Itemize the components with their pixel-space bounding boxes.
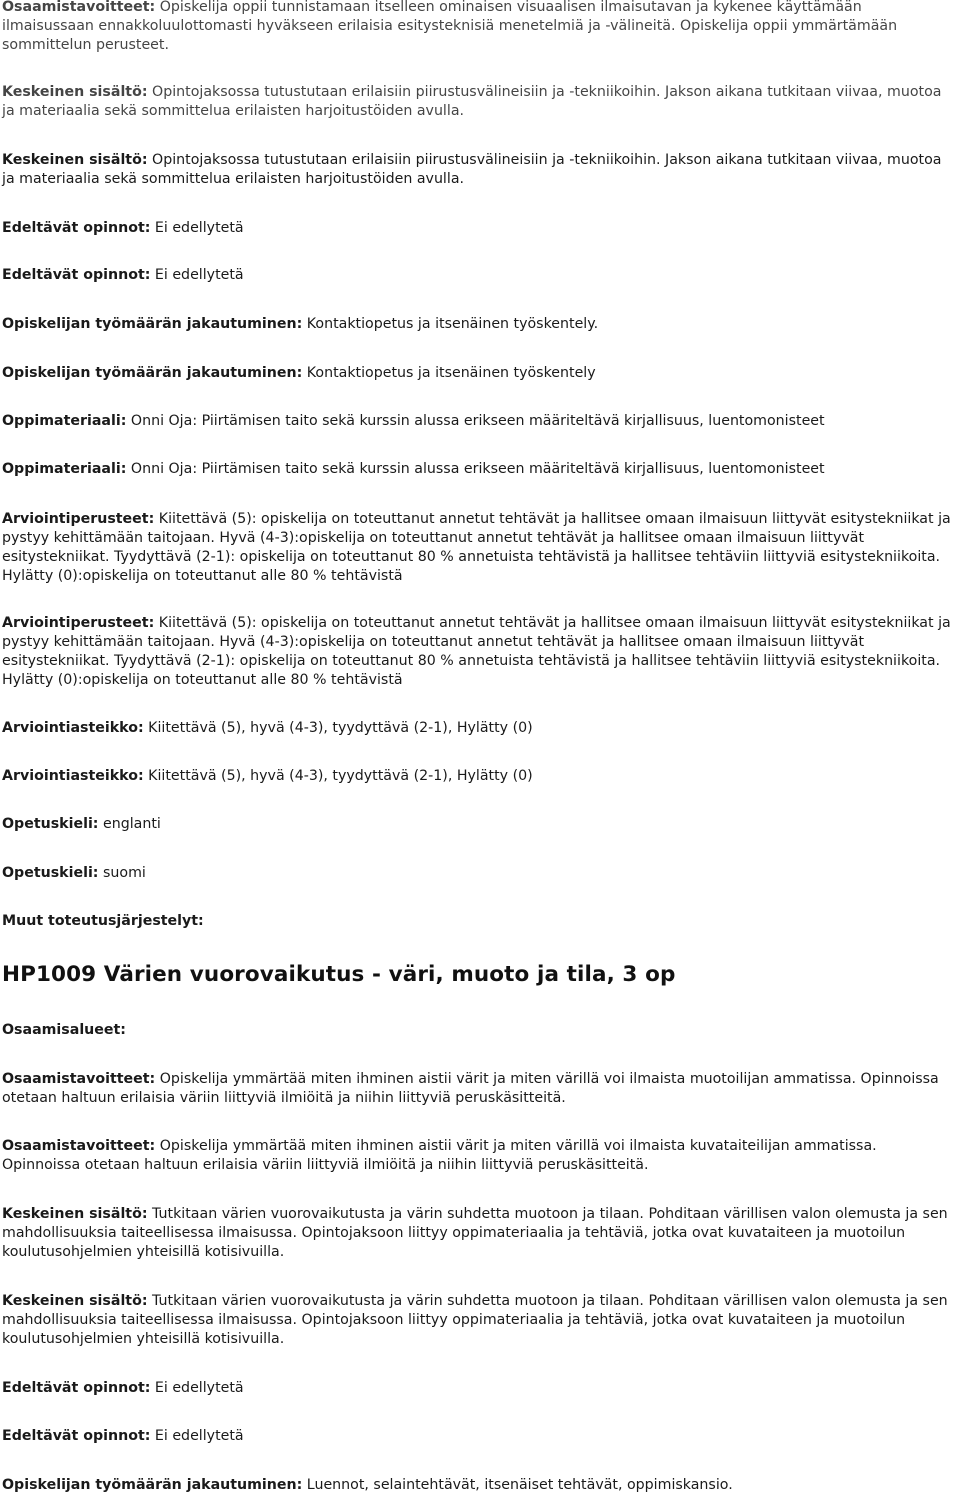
field-text: Opiskelija ymmärtää miten ihminen aistii värit ja miten värillä voi ilmaista muotoilijan ammatissa. Opinnoissa otetaan haltuun erilaisia väriin liittyviä ilmiöitä ja niihin liittyviä peruskäsitteitä. xyxy=(2,1071,939,1106)
field-text: Kiitettävä (5), hyvä (4-3), tyydyttävä (2-1), Hylätty (0) xyxy=(143,720,533,736)
field-text: Kiitettävä (5): opiskelija on toteuttanut annetut tehtävät ja hallitsee omaan ilmaisuun liittyvät esitystekniikat ja pystyy kehittämään taitojaan. Hyvä (4-3):opiskelija on toteuttanut annetut tehtävät ja hallitsee omaan ilmaisuun liittyvät esitystekniikat. Tyydyttävä (2-1): opiskelija on toteuttanut 80 % annetuista tehtävistä ja hallitsee tehtäviin liittyviä esitystekniikoita. Hylätty (0):opiskelija on toteuttanut alle 80 % tehtävistä xyxy=(2,615,951,688)
field-label: Opetuskieli: xyxy=(2,816,99,832)
edeltavat-opinnot-line xyxy=(2,266,952,285)
osaamisalueet-line xyxy=(2,1021,952,1040)
field-label: Oppimateriaali: xyxy=(2,461,127,477)
field-text: Tutkitaan värien vuorovaikutusta ja värin suhdetta muotoon ja tilaan. Pohditaan värillisen valon olemusta ja sen mahdollisuuksia taiteellisessa ilmaisussa. Opintojaksoon liittyy oppimateriaalia ja tehtäviä, jotka ovat kuvataiteen ja muotoilun koulutusohjelmien yhteisillä kotisivuilla. xyxy=(2,1293,948,1347)
tyomaaran-jakautuminen-line xyxy=(2,315,952,334)
osaamistavoitteet-paragraph xyxy=(2,0,952,55)
arviointiasteikko-line xyxy=(2,767,952,786)
field-label: Osaamistavoitteet: xyxy=(2,1138,156,1154)
osaamistavoitteet-paragraph xyxy=(2,1070,952,1108)
field-label: Arviointiperusteet: xyxy=(2,511,155,527)
field-text: Ei edellytetä xyxy=(150,1380,244,1396)
field-text: Onni Oja: Piirtämisen taito sekä kurssin alussa erikseen määriteltävä kirjallisuus, luentomonisteet xyxy=(126,413,825,429)
field-text: Luennot, selaintehtävät, itsenäiset tehtävät, oppimiskansio. xyxy=(302,1477,733,1493)
field-text: englanti xyxy=(98,816,161,832)
field-label: Opiskelijan työmäärän jakautuminen: xyxy=(2,365,303,381)
field-label: Edeltävät opinnot: xyxy=(2,1380,151,1396)
tyomaaran-jakautuminen-line xyxy=(2,1476,952,1495)
field-label: Osaamistavoitteet: xyxy=(2,0,156,15)
field-label: Opetuskieli: xyxy=(2,865,99,881)
arviointiperusteet-paragraph xyxy=(2,510,952,586)
field-label: Keskeinen sisältö: xyxy=(2,152,148,168)
field-label: Opiskelijan työmäärän jakautuminen: xyxy=(2,1477,303,1493)
course-heading: HP1009 Värien vuorovaikutus - väri, muoto ja tila, 3 op xyxy=(2,962,676,987)
field-label: Keskeinen sisältö: xyxy=(2,1293,148,1309)
field-text: Kontaktiopetus ja itsenäinen työskentely xyxy=(302,365,596,381)
keskeinen-sisalto-paragraph xyxy=(2,151,952,189)
field-label: Muut toteutusjärjestelyt: xyxy=(2,913,204,929)
field-text: Ei edellytetä xyxy=(150,1428,244,1444)
field-text: Kiitettävä (5): opiskelija on toteuttanut annetut tehtävät ja hallitsee omaan ilmaisuun liittyvät esitystekniikat ja pystyy kehittämään taitojaan. Hyvä (4-3):opiskelija on toteuttanut annetut tehtävät ja hallitsee omaan ilmaisuun liittyvät esitystekniikat. Tyydyttävä (2-1): opiskelija on toteuttanut 80 % annetuista tehtävistä ja hallitsee tehtäviin liittyviä esitystekniikoita. Hylätty (0):opiskelija on toteuttanut alle 80 % tehtävistä xyxy=(2,511,951,584)
arviointiperusteet-paragraph xyxy=(2,614,952,690)
field-text: Ei edellytetä xyxy=(150,220,244,236)
keskeinen-sisalto-paragraph xyxy=(2,1205,952,1262)
field-label: Arviointiasteikko: xyxy=(2,768,144,784)
opetuskieli-line xyxy=(2,864,952,883)
field-label: Arviointiperusteet: xyxy=(2,615,155,631)
muut-toteutusjarjestelyt-line xyxy=(2,912,952,931)
keskeinen-sisalto-paragraph xyxy=(2,1292,952,1349)
field-text: Kontaktiopetus ja itsenäinen työskentely. xyxy=(302,316,599,332)
tyomaaran-jakautuminen-line xyxy=(2,364,952,383)
field-text: Opiskelija ymmärtää miten ihminen aistii värit ja miten värillä voi ilmaista kuvataiteilijan ammatissa. Opinnoissa otetaan haltuun erilaisia väriin liittyviä ilmiöitä ja niihin liittyviä peruskäsitteitä. xyxy=(2,1138,877,1173)
field-text: Onni Oja: Piirtämisen taito sekä kurssin alussa erikseen määriteltävä kirjallisuus, luentomonisteet xyxy=(126,461,825,477)
edeltavat-opinnot-line xyxy=(2,1427,952,1446)
oppimateriaali-line xyxy=(2,460,952,479)
opetuskieli-line xyxy=(2,815,952,834)
field-label: Keskeinen sisältö: xyxy=(2,84,148,100)
field-text: Opiskelija oppii tunnistamaan itselleen ominaisen visuaalisen ilmaisutavan ja kykenee käyttämään ilmaisussaan ennakkoluulottomasti hyväkseen erilaisia esitysteknisiä menetelmiä ja -välineitä. Opiskelija oppii ymmärtämään sommittelun perusteet. xyxy=(2,0,898,53)
field-label: Osaamisalueet: xyxy=(2,1022,126,1038)
field-text: Tutkitaan värien vuorovaikutusta ja värin suhdetta muotoon ja tilaan. Pohditaan värillisen valon olemusta ja sen mahdollisuuksia taiteellisessa ilmaisussa. Opintojaksoon liittyy oppimateriaalia ja tehtäviä, jotka ovat kuvataiteen ja muotoilun koulutusohjelmien yhteisillä kotisivuilla. xyxy=(2,1206,948,1260)
field-label: Osaamistavoitteet: xyxy=(2,1071,156,1087)
field-text: Opintojaksossa tutustutaan erilaisiin piirustusvälineisiin ja -tekniikoihin. Jakson aikana tutkitaan viivaa, muotoa ja materiaalia sekä sommittelua erilaisten harjoitustöiden avulla. xyxy=(2,84,942,119)
oppimateriaali-line xyxy=(2,412,952,431)
field-label: Edeltävät opinnot: xyxy=(2,1428,151,1444)
osaamistavoitteet-paragraph xyxy=(2,1137,952,1175)
field-label: Oppimateriaali: xyxy=(2,413,127,429)
field-text: Opintojaksossa tutustutaan erilaisiin piirustusvälineisiin ja -tekniikoihin. Jakson aikana tutkitaan viivaa, muotoa ja materiaalia sekä sommittelua erilaisten harjoitustöiden avulla. xyxy=(2,152,942,187)
field-text: Kiitettävä (5), hyvä (4-3), tyydyttävä (2-1), Hylätty (0) xyxy=(143,768,533,784)
field-label: Edeltävät opinnot: xyxy=(2,220,151,236)
edeltavat-opinnot-line xyxy=(2,219,952,238)
field-label: Arviointiasteikko: xyxy=(2,720,144,736)
arviointiasteikko-line xyxy=(2,719,952,738)
field-label: Opiskelijan työmäärän jakautuminen: xyxy=(2,316,303,332)
edeltavat-opinnot-line xyxy=(2,1379,952,1398)
field-label: Keskeinen sisältö: xyxy=(2,1206,148,1222)
field-text: Ei edellytetä xyxy=(150,267,244,283)
field-label: Edeltävät opinnot: xyxy=(2,267,151,283)
keskeinen-sisalto-paragraph xyxy=(2,83,952,121)
field-text: suomi xyxy=(98,865,146,881)
